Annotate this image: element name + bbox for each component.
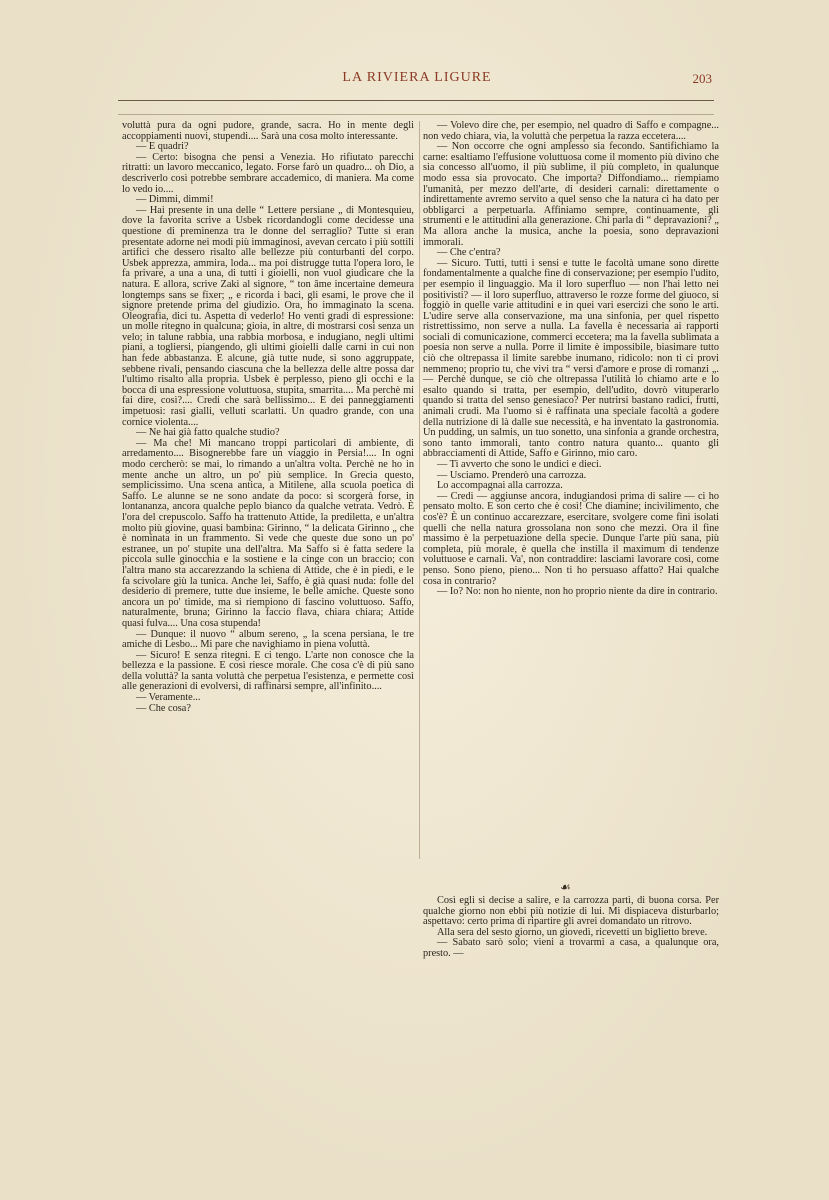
header-rule bbox=[118, 100, 714, 101]
fleuron-ornament-icon: ☙ bbox=[560, 880, 571, 894]
running-header bbox=[122, 70, 712, 92]
header-rule-thin bbox=[118, 114, 714, 115]
paragraph: Lo accompagnai alla carrozza. bbox=[437, 480, 563, 492]
paragraph: — Credi — aggiunse ancora, indugiandosi prima di salire — ci ho pensato molto. E son certo che è così! Che diamine; incivilimento, che cos'è? È un continuo accarezzare, esercitare, svolgere come fini isolati quelli che nella natura grossolana non sono che mezzi. Ora il fine massimo è la perpetuazione della specie. Dunque l'arte più sana, più completa, più morale, è quella che instilla il maximum di tendenze voluttuose e carnali. Va', non contraddire: lasciami lavorare così, come penso. Sono pieno, pieno... Non ti ho persuaso affatto? Hai qualche cosa in contrario? bbox=[423, 490, 719, 587]
left-column bbox=[122, 121, 414, 714]
paragraph: — Volevo dire che, per esempio, nel quadro di Saffo e compagne... non vedo chiara, via, la voluttà che perpetua la razza eccetera.... bbox=[423, 120, 719, 142]
paragraph: — Dunque: il nuovo “ album sereno, „ la scena persiana, le tre amiche di Lesbo... Mi pare che navighiamo in piena voluttà. bbox=[122, 628, 414, 651]
paragraph: — Usciamo. Prenderò una carrozza. bbox=[437, 469, 587, 481]
paragraph: — Ne hai già fatto qualche studio? bbox=[136, 427, 280, 439]
paragraph: voluttà pura da ogni pudore, grande, sacra. Ho in mente degli accoppiamenti nuovi, stupendi.... Sarà una cosa molto interessante. bbox=[122, 120, 414, 142]
paragraph: — Io? No: non ho niente, non ho proprio niente da dire in contrario. bbox=[437, 586, 718, 598]
paragraph: — Sicuro. Tutti, tutti i sensi e tutte le facoltà umane sono dirette fondamentalmente a qualche fine di conservazione; per esempio l'udito, per esempio il linguaggio. Ma il loro superfluo — non l'hai letto nei positivisti? — il loro superfluo, attraverso le rozze forme del giuoco, si foggiò in quelle varie attitudini e in quei vari esercizi che sono le arti. L'udire serve alla conservazione, ma una sinfonia, per quel rispetto ristrettissimo, non serve a nulla. La favella è necessaria ai rapporti sociali di comunicazione, commerci eccetera; ma la favella sublimata a poesia non serve a nulla. Porre il limite è impossibile, biasimare tutto ciò che oltrepassa il limite sarebbe inumano, ridicolo: non ti ci provi nemmeno; proprio tu, che vivi tra “ versi d'amore e prose di romanzi „. — Perchè dunque, se ciò che oltrepassa l'utilità lo chiamo arte e lo esalto quando si tratta, per esempio, dell'udito, dovrò vituperarlo quando si tratta del senso genesiaco? Per nutrirsi bastano radici, frutti, animali crudi. Ma l'uomo si è raffinata una speciale facoltà a godere della nutrizione di là dalle sue necessità, e ha inventato la gastronomia. Un pudding, un salmis, un tuo sonetto, una sinfonia a grande orchestra, sono tanto immorali, tanto contro natura quanto... quanto gli abbracciamenti di Attide, Saffo e Girinno, mio caro. bbox=[423, 257, 719, 460]
paragraph: — Sicuro! E senza ritegni. E ci tengo. L'arte non conosce che la bellezza e la passione. E così riesce morale. Che cosa c'è di più sano della voluttà? la santa voluttà che perpetua l'esistenza, e permette così alle generazioni di evolversi, di raffinarsi sempre, all'infinito.... bbox=[122, 649, 414, 693]
paragraph: — Ma che! Mi mancano troppi particolari di ambiente, di arredamento.... Bisognerebbe fare un viaggio in Persia!.... In ogni modo cercherò: se mai, lo rimando a un'altra volta. Perchè ne ho in mente anche un altro, un po' più semplice. In Grecia questo, semplicissimo. Una scena antica, a Mitilene, alla scuola poetica di Saffo. Le alunne se ne sono andate da poco: si scorgerà forse, in lontananza, ancora qualche peplo bianco da qualche vetrata. Vedrò. È l'ora del crepuscolo. Saffo ha trattenuto Attide, la prediletta, e un'altra molto più giovine, quasi bambina: Girinno, “ la delicata Girinno „ che è nominata in un frammento. Si vede che queste due sono un po' estranee, un po' stupite una dell'altra. Ma Saffo si è fatta sedere la piccola sulle ginocchia e la sostiene e la cinge con un braccio; con l'altra mano sta accarezzando la schiena di Attide, che è in piedi, e le fa scivolare giù la tunica. Anche lei, Saffo, è già quasi nuda: folle del desiderio di premere, tutte due insieme, le belle amiche. Queste sono ancora un po' timide, ma si riempiono di fascino voluttuoso. Saffo, naturalmente, bruna; Girinno la faccio flava, chiara chiara; Attide quasi fulva.... Una cosa stupenda! bbox=[122, 437, 414, 629]
paragraph: — Non occorre che ogni amplesso sia fecondo. Santifichiamo la carne: esaltiamo l'effusione voluttuosa come il momento più divino che sia concesso all'uomo, il più sublime, il più completo, in qualunque modo essa sia provocato. Che importa? Diffondiamo... riempiamo l'umanità, per mezzo dell'arte, di desideri carnali: direttamente o indirettamente avremo servito a quel senso che la natura ci ha dato per obbligarci a perpetuarla. Affiniamo sempre, continuamente, gli strumenti e le attitudini alla generazione. Chi parla di “ depravazioni? „ Ma allora anche la musica, anche la poesia, sono depravazioni immorali. bbox=[423, 141, 719, 248]
paragraph: — E quadri? bbox=[136, 141, 189, 153]
closing-section bbox=[423, 896, 719, 960]
right-column bbox=[423, 121, 719, 598]
paragraph: Alla sera del sesto giorno, un giovedì, ricevetti un biglietto breve. bbox=[437, 926, 708, 938]
journal-title: LA RIVIERA LIGURE bbox=[342, 70, 492, 85]
paragraph: — Hai presente in una delle “ Lettere persiane „ di Montesquieu, dove la favorita scrive a Usbek ricordandogli come decidesse una questione di preminenza tra le donne del serraglio? Tutte si eran presentate adorne nei modi più immaginosi, avevan cercato i più sottili artifici che dessero risalto alle bellezze più conturbanti del corpo. Usbek apprezza, ammira, loda... ma poi distrugge tutta l'opera loro, le fa privare, a una a una, di tutti i gioielli, non vuol giudicare che la natura. E allora, scrive Zaki al signore, “ ton âme incertaine demeura longtemps sans se fixer; „ e ricorda i baci, gli esami, le prove che il signore pretende prima del giudizio. Ora, ho immaginato la scena. Oleografia, dici tu. Aspetta di vederlo! Ho venti gradi di espressione: un molle ritegno in qualcuna; gioia, in altre, di mostrarsi così senza un velo; in talune rabbia, una rabbia morbosa, e indugiano, negli ultimi piani, a togliersi, piangendo, gli ultimi gioielli dalle carni in cui non han fede abbastanza. E alcune, già tutte nude, si sono aggruppate, sebbene rivali, pensando ciascuna che la bellezza delle altre possa dar l'ultimo risalto alla propria. Usbek è perplesso, pieno gli occhi e la bocca di una espressione voluttuosa, stupita, smarrita.... Ma perchè mi fai dire, così?.... Credi che sarà bellissimo... E dei panneggiamenti impetuosi: rasi gialli, velluti scarlatti. Un quadro grande, con una cornice violenta.... bbox=[122, 204, 414, 428]
paragraph: Così egli si decise a salire, e la carrozza partì, di buona corsa. Per qualche giorno non ebbi più notizie di lui. Mi dispiaceva disturbarlo; aspettavo: certo prima di ripartire gli avrei domandato un ritrovo. bbox=[423, 895, 719, 928]
paragraph: — Veramente... bbox=[136, 692, 201, 704]
paragraph: — Che c'entra? bbox=[437, 247, 501, 259]
paragraph: — Dimmi, dimmi! bbox=[136, 194, 214, 206]
column-divider bbox=[419, 121, 420, 859]
paragraph: — Certo: bisogna che pensi a Venezia. Ho rifiutato parecchi ritratti: un lavoro meccanico, legato. Forse farò un quadro... oh Dio, a descriverlo così potrebbe sembrare accademico, di maniera. Ma come lo vedo io.... bbox=[122, 151, 414, 195]
paragraph: — Ti avverto che sono le undici e dieci. bbox=[437, 459, 602, 470]
page-number: 203 bbox=[692, 71, 712, 86]
paragraph: — Che cosa? bbox=[136, 702, 191, 714]
paragraph: — Sabato sarò solo; vieni a trovarmi a casa, a qualunque ora, presto. — bbox=[423, 937, 719, 959]
